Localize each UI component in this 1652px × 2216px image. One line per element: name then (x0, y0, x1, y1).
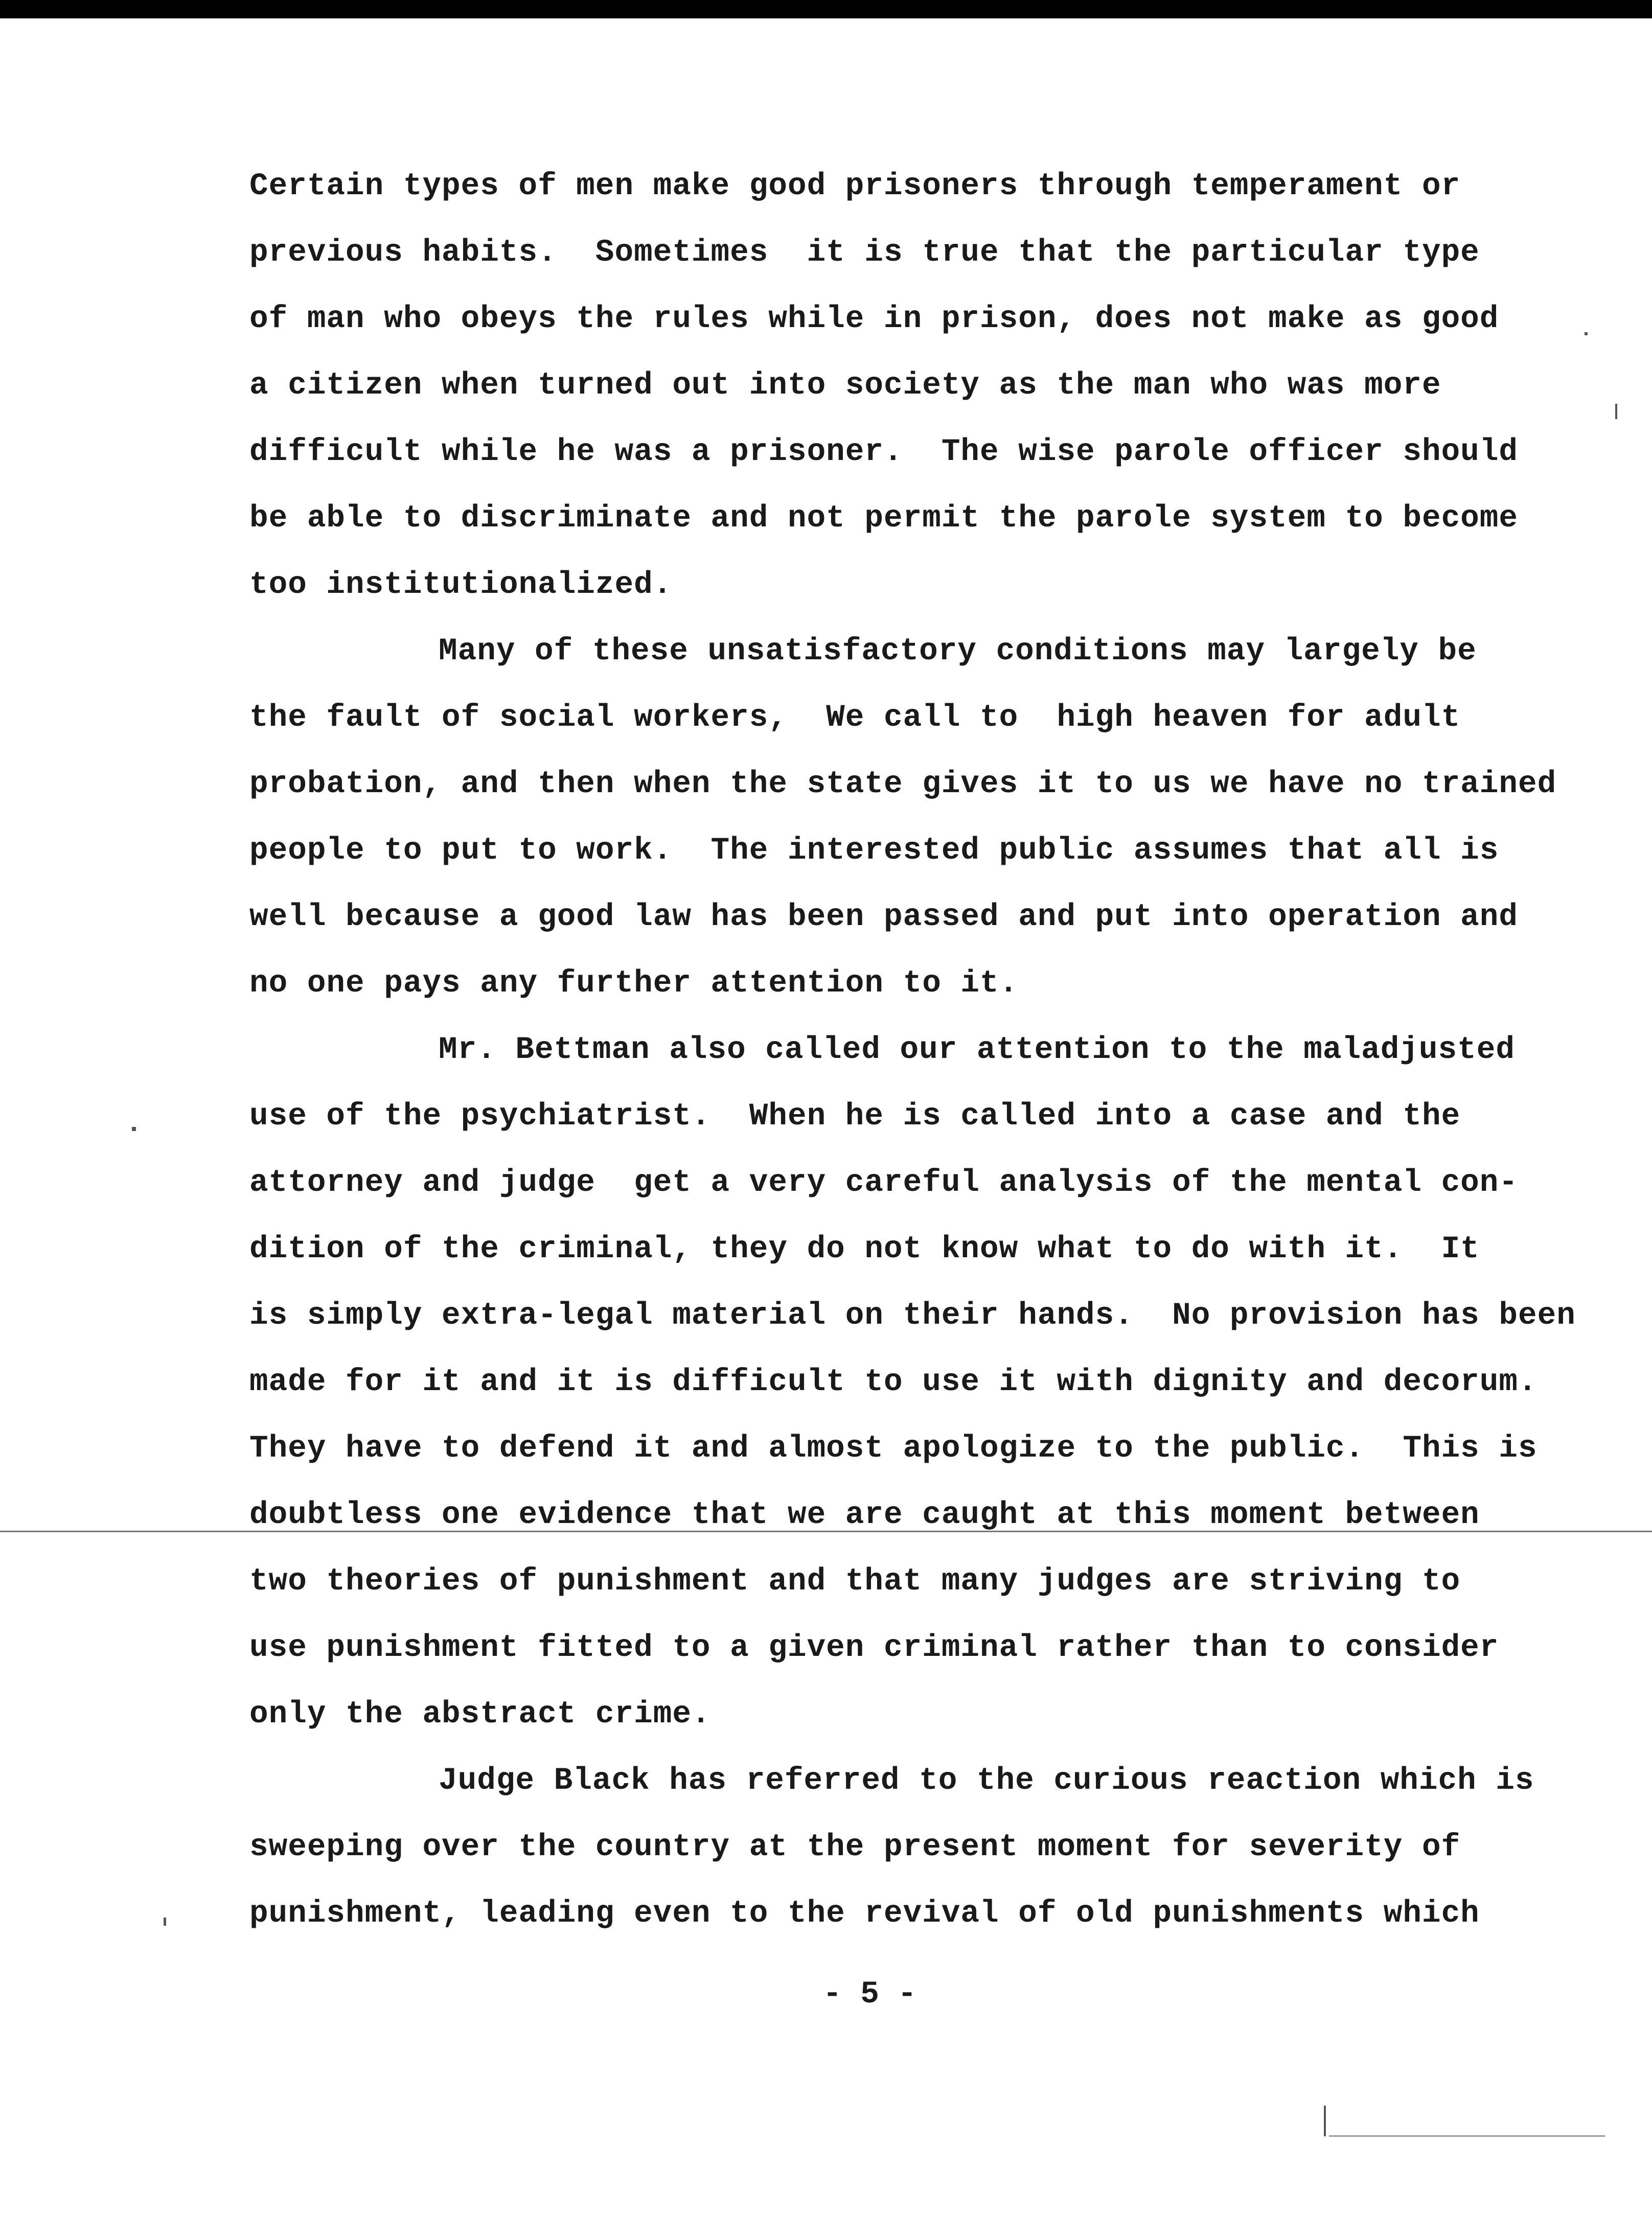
text-line: attorney and judge get a very careful analysis of the mental con- (249, 1165, 1518, 1201)
scan-top-border (0, 0, 1652, 18)
scan-line-mark (1329, 2135, 1605, 2137)
scan-speck (132, 1127, 136, 1131)
page-number: - 5 - (823, 1977, 917, 2012)
scan-speck (1585, 332, 1588, 335)
text-line: no one pays any further attention to it. (249, 966, 1019, 1001)
paragraph-start-line: Many of these unsatisfactory conditions may largely be (439, 634, 1477, 669)
scan-speck (164, 1918, 166, 1926)
text-line: be able to discriminate and not permit the parole system to become (249, 501, 1518, 536)
text-line: people to put to work. The interested public assumes that all is (249, 833, 1499, 868)
document-body (249, 161, 1599, 1955)
text-line: difficult while he was a prisoner. The wise parole officer should (249, 434, 1518, 470)
text-line: a citizen when turned out into society as the man who was more (249, 368, 1441, 403)
text-line: previous habits. Sometimes it is true that the particular type (249, 235, 1480, 270)
text-line: too institutionalized. (249, 567, 673, 603)
text-line: Certain types of men make good prisoners through temperament or (249, 169, 1461, 204)
text-line: of man who obeys the rules while in prison, does not make as good (249, 302, 1499, 337)
paragraph-start-line: Mr. Bettman also called our attention to the maladjusted (439, 1032, 1515, 1068)
text-line: dition of the criminal, they do not know what to do with it. It (249, 1232, 1480, 1267)
text-line: is simply extra-legal material on their hands. No provision has been (249, 1298, 1576, 1333)
text-line: They have to defend it and almost apologize to the public. This is (249, 1431, 1538, 1466)
paragraph-start-line: Judge Black has referred to the curious reaction which is (439, 1763, 1534, 1798)
scan-speck (1615, 404, 1617, 419)
text-line: probation, and then when the state gives it to us we have no trained (249, 767, 1557, 802)
text-line: two theories of punishment and that many judges are striving to (249, 1564, 1461, 1599)
text-line: only the abstract crime. (249, 1697, 711, 1732)
text-line: sweeping over the country at the present moment for severity of (249, 1830, 1461, 1865)
text-line: use punishment fitted to a given criminal rather than to consider (249, 1630, 1499, 1666)
text-line: use of the psychiatrist. When he is called into a case and the (249, 1099, 1461, 1134)
text-line: doubtless one evidence that we are caught at this moment between (249, 1497, 1480, 1533)
text-line: the fault of social workers, We call to high heaven for adult (249, 700, 1461, 735)
text-line: made for it and it is difficult to use it with dignity and decorum. (249, 1365, 1538, 1400)
text-line: punishment, leading even to the revival of old punishments which (249, 1896, 1480, 1931)
text-line: well because a good law has been passed and put into operation and (249, 899, 1518, 935)
scan-speck (1324, 2106, 1326, 2136)
